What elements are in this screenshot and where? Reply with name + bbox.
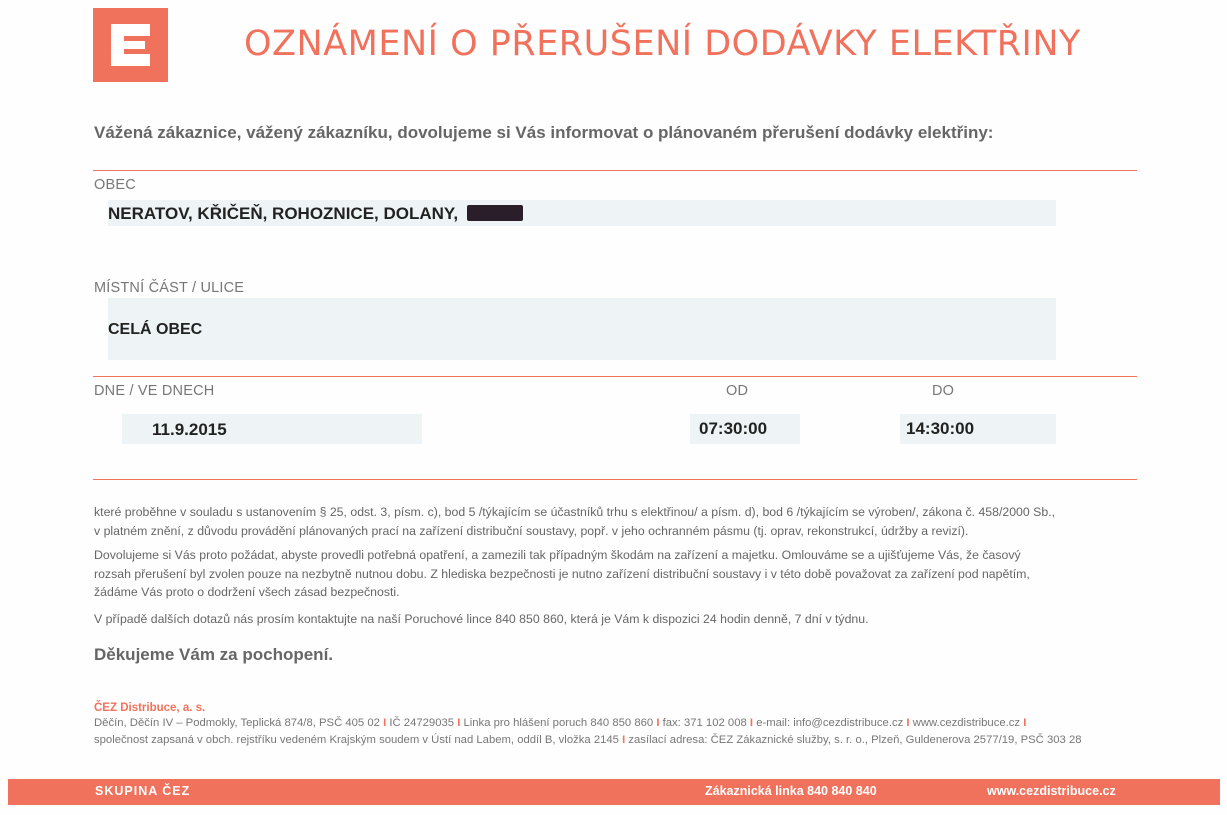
thanks-text: Děkujeme Vám za pochopení.	[94, 645, 334, 664]
od-value: 07:30:00	[699, 419, 768, 438]
legal-paragraph: které proběhne v souladu s ustanovením § 25, odst. 3, písm. c), bod 5 /týkajícím se účastníků trhu s elektřinou/ a písm. d), bod 6 /týkajícím se výroben/, zákona č. 458/2000 Sb., v platném znění, z důvodu provádění plánovaných prací na zařízení distribuční soustavy, popř. v jeho ochranném pásmu (tj. oprav, rekonstrukcí, údržby a revizí).	[94, 505, 1056, 538]
cez-logo	[93, 8, 168, 82]
ulice-value: CELÁ OBEC	[108, 321, 203, 338]
date-value: 11.9.2015	[152, 420, 227, 439]
company-name: ČEZ Distribuce, a. s.	[94, 702, 206, 714]
contact-paragraph: V případě dalších dotazů nás prosím kontaktujte na naší Poruchové lince 840 850 860, která je Vám k dispozici 24 hodin denně, 7 dní v týdnu.	[94, 612, 869, 626]
company-details-line1: Děčín, Děčín IV – Podmokly, Teplická 874/8, PSČ 405 02 I IČ 24729035 I Linka pro hlášení poruch 840 850 860 I fax: 371 102 008 I e-mail: info@cezdistribuce.cz I www.cezdistribuce.cz I	[94, 717, 1027, 729]
divider	[93, 170, 1137, 171]
ulice-label: MÍSTNÍ ČÁST / ULICE	[94, 280, 245, 296]
obec-text: NERATOV, KŘIČEŇ, ROHOZNICE, DOLANY,	[108, 204, 459, 223]
company-details-line2: společnost zapsaná v obch. rejstříku vedeném Krajským soudem v Ústí nad Labem, oddíl B, vložka 2145 I zasílací adresa: ČEZ Zákaznické služby, s. r. o., Plzeň, Guldenerova 2577/19, PSČ 303 28	[94, 734, 1082, 746]
request-paragraph: Dovolujeme si Vás proto požádat, abyste provedli potřebná opatření, a zamezili tak případným škodám na zařízení a majetku. Omlouváme se a ujišťujeme Vás, že časový rozsah přerušení byl zvolen pouze na nezbytně nutnou dobu. Z hlediska bezpečnosti je nutno zařízení distribuční soustavy i v této době považovat za zařízení pod napětím, žádáme Vás proto o dodržení všech zásad bezpečnosti.	[94, 548, 1030, 599]
divider	[93, 376, 1137, 377]
intro-text: Vážená zákaznice, vážený zákazníku, dovolujeme si Vás informovat o plánovaném přerušení dodávky elektřiny:	[94, 123, 994, 142]
dne-label: DNE / VE DNECH	[94, 383, 215, 399]
bar-website: www.cezdistribuce.cz	[987, 784, 1116, 798]
redaction-mark	[467, 205, 523, 221]
bottom-bar	[8, 779, 1220, 805]
obec-label: OBEC	[94, 177, 136, 193]
divider	[93, 479, 1137, 480]
do-label: DO	[932, 383, 955, 399]
ulice-field-bg	[108, 298, 1056, 360]
group-name: SKUPINA ČEZ	[95, 784, 191, 798]
do-value: 14:30:00	[906, 419, 975, 438]
customer-line: Zákaznická linka 840 840 840	[705, 784, 877, 798]
notice-title: OZNÁMENÍ O PŘERUŠENÍ DODÁVKY ELEKTŘINY	[244, 24, 1081, 64]
email-link: e-mail: info@cezdistribuce.cz	[756, 717, 904, 729]
obec-value	[108, 204, 523, 224]
website-link: www.cezdistribuce.cz	[912, 717, 1021, 729]
cez-logo-icon	[93, 8, 168, 82]
od-label: OD	[726, 383, 749, 399]
